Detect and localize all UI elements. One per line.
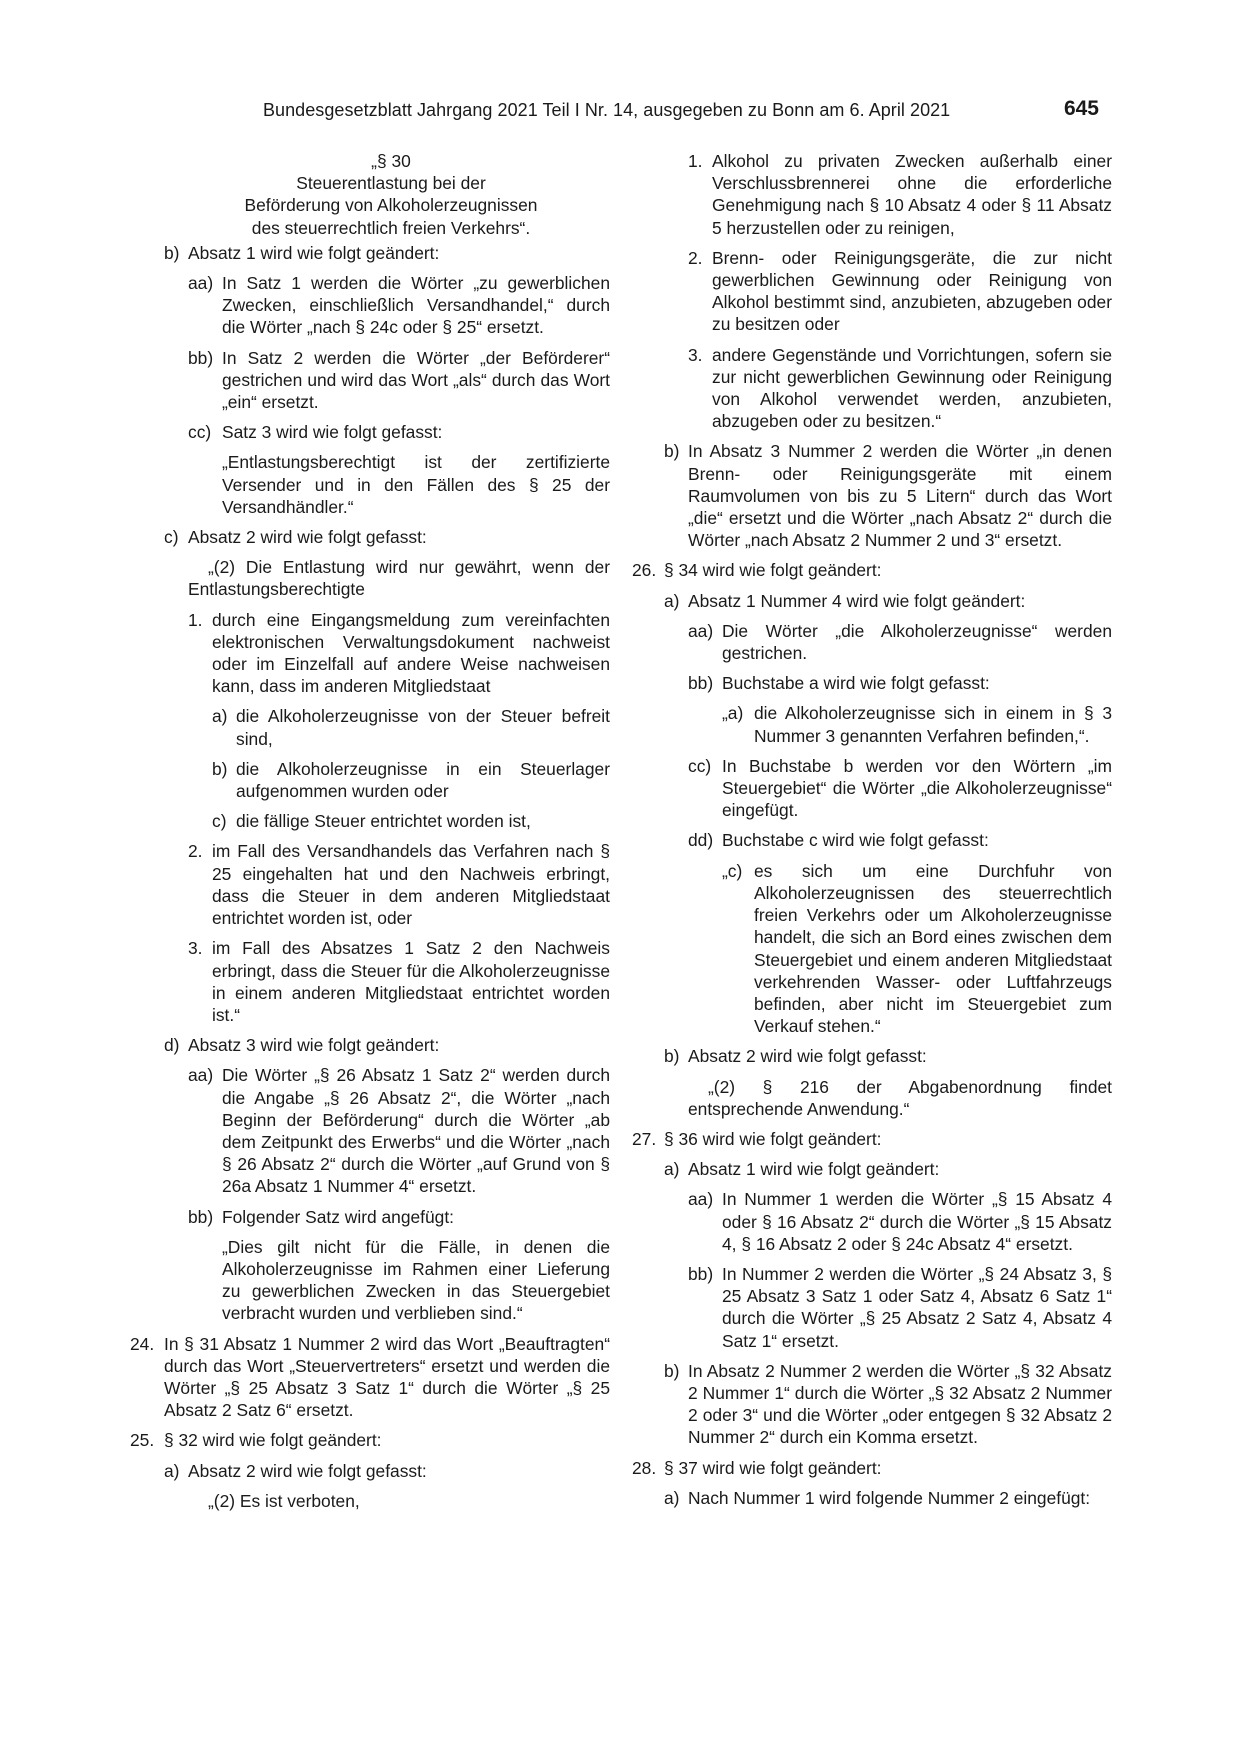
- item-label: b): [164, 242, 180, 263]
- item-label: cc): [688, 755, 712, 776]
- item-text: Absatz 2 wird wie folgt gefasst:: [188, 527, 427, 548]
- item-label: b): [664, 441, 680, 462]
- list-item-26-aa: [688, 620, 1112, 664]
- item-text: im Fall des Versandhandels das Verfahren nach § 25 eingehalten hat und den Nachweis erbringt, dass die Steuer in dem anderen Mitgliedstaat entrichtet worden ist, oder: [212, 841, 610, 929]
- item-label: a): [212, 706, 228, 727]
- item-label: aa): [188, 273, 214, 294]
- list-item-r3: [688, 344, 1112, 433]
- list-item-c: [164, 526, 610, 548]
- item-text: Absatz 3 wird wie folgt geändert:: [188, 1035, 440, 1056]
- running-title: Bundesgesetzblatt Jahrgang 2021 Teil I Nr. 14, ausgegeben zu Bonn am 6. April 2021: [263, 100, 951, 120]
- item-text: im Fall des Absatzes 1 Satz 2 den Nachweis erbringt, dass die Steuer für die Alkoholerzeugnisse in einem anderen Mitgliedstaat entrichtet worden ist.“: [212, 938, 610, 1025]
- item-label: bb): [188, 347, 214, 368]
- section-title-line-1: Steuerentlastung bei der: [296, 173, 486, 194]
- item-label: 3.: [188, 938, 203, 959]
- running-header: [0, 97, 1241, 130]
- item-text: § 37 wird wie folgt geändert:: [664, 1457, 882, 1478]
- left-column: [130, 150, 610, 1520]
- item-label: a): [664, 1487, 680, 1508]
- item-text: Buchstabe a wird wie folgt gefasst:: [722, 673, 990, 694]
- item-text: Nach Nummer 1 wird folgende Nummer 2 eingefügt:: [688, 1487, 1091, 1508]
- item-label: dd): [688, 830, 714, 851]
- item-label: „a): [722, 703, 744, 724]
- list-item-26-b: [664, 1045, 1112, 1067]
- item-text: Absatz 1 wird wie folgt geändert:: [688, 1159, 940, 1180]
- item-label: „c): [722, 860, 743, 881]
- item-label: 28.: [632, 1457, 657, 1478]
- section-title-line-3: des steuerrechtlich freien Verkehrs“.: [251, 217, 531, 238]
- item-label: cc): [188, 422, 212, 443]
- item-label: 2.: [688, 247, 703, 268]
- item-text: Die Wörter „§ 26 Absatz 1 Satz 2“ werden durch die Angabe „§ 26 Absatz 2“, die Wörter „nach Beginn der Beförderung“ durch die Wörter „ab dem Zeitpunkt des Erwerbs“ und die Wörter „nach § 26 Absatz 2“ durch die Wörter „auf Grund von § 26a Absatz 1 Nummer 4“ ersetzt.: [222, 1065, 610, 1197]
- item-text: Absatz 2 wird wie folgt gefasst:: [188, 1460, 427, 1481]
- section-heading: [172, 150, 610, 239]
- list-item-d-bb: [188, 1206, 610, 1228]
- item-label: aa): [688, 620, 714, 641]
- quoted-text: „(2) Es ist verboten,: [208, 1490, 360, 1511]
- list-item-26-a: [664, 590, 1112, 612]
- item-text: § 34 wird wie folgt geändert:: [664, 560, 882, 581]
- list-item-27-a: [664, 1158, 1112, 1180]
- list-item-r1: [688, 150, 1112, 239]
- item-text: die Alkoholerzeugnisse sich in einem in § 3 Nummer 3 genannten Verfahren befinden,“.: [754, 703, 1112, 746]
- item-text: Absatz 1 Nummer 4 wird wie folgt geändert:: [688, 590, 1026, 611]
- item-label: bb): [688, 673, 714, 694]
- list-item-27-b: [664, 1360, 1112, 1449]
- list-item-25-a: [164, 1460, 610, 1482]
- item-label: 27.: [632, 1128, 657, 1149]
- item-label: c): [164, 527, 179, 548]
- list-item-c-1: [188, 609, 610, 698]
- item-label: 1.: [188, 609, 203, 630]
- item-text: die Alkoholerzeugnisse von der Steuer befreit sind,: [236, 706, 610, 749]
- item-label: b): [664, 1360, 680, 1381]
- item-text: In Buchstabe b werden vor den Wörtern „im Steuergebiet“ die Wörter „die Alkoholerzeugnisse“ eingefügt.: [722, 755, 1112, 821]
- item-text: Absatz 1 wird wie folgt geändert:: [188, 242, 440, 263]
- list-item-b: [164, 242, 610, 264]
- item-text: Absatz 2 wird wie folgt gefasst:: [688, 1046, 927, 1067]
- right-column: [632, 150, 1112, 1517]
- item-text: andere Gegenstände und Vorrichtungen, sofern sie zur nicht gewerblichen Gewinnung oder Reinigung von Alkohol verwendet werden, anzubieten, abzugeben oder zu besitzen.“: [712, 344, 1112, 432]
- item-text: Buchstabe c wird wie folgt gefasst:: [722, 830, 989, 851]
- item-text: die Alkoholerzeugnisse in ein Steuerlager aufgenommen wurden oder: [236, 758, 610, 802]
- page-number: 645: [1063, 97, 1099, 120]
- item-text: Satz 3 wird wie folgt gefasst:: [222, 422, 443, 443]
- list-item-28-a: [664, 1487, 1112, 1509]
- list-item-b-cc: [188, 421, 610, 443]
- list-item-26-bb: [688, 672, 1112, 694]
- item-text: In Nummer 2 werden die Wörter „§ 24 Absatz 3, § 25 Absatz 3 Satz 1 oder Satz 4, Absatz 6 Satz 1“ durch die Wörter „§ 25 Absatz 2 Satz 4, Absatz 4 Satz 1“ ersetzt.: [722, 1263, 1112, 1351]
- item-text: In Absatz 2 Nummer 2 werden die Wörter „§ 32 Absatz 2 Nummer 1“ durch die Wörter „§ 32 Absatz 2 Nummer 2 oder 3“ und die Wörter „oder entgegen § 32 Absatz 2 Nummer 2“ durch ein Komma ersetzt.: [688, 1360, 1112, 1448]
- quoted-text: „Entlastungsberechtigt ist der zertifizierte Versender und in den Fällen des § 25 der Versandhändler.“: [222, 452, 610, 517]
- list-item-rb: [664, 440, 1112, 551]
- item-label: 24.: [130, 1333, 155, 1354]
- quoted-text: „(2) § 216 der Abgabenordnung findet entsprechende Anwendung.“: [688, 1076, 1112, 1119]
- item-label: 25.: [130, 1430, 155, 1451]
- list-item-c-3: [188, 937, 610, 1026]
- quoted-item-a: [722, 702, 1112, 746]
- item-label: aa): [688, 1189, 714, 1210]
- list-item-c-1c: [212, 810, 610, 832]
- item-text: In Satz 2 werden die Wörter „der Beförderer“ gestrichen und wird das Wort „als“ durch das Wort „ein“ ersetzt.: [222, 347, 610, 413]
- item-text: § 36 wird wie folgt geändert:: [664, 1128, 882, 1149]
- item-text: Alkohol zu privaten Zwecken außerhalb einer Verschlussbrennerei ohne die erforderliche Genehmigung nach § 10 Absatz 4 oder § 11 Absatz 5 herzustellen oder zu reinigen,: [712, 151, 1112, 238]
- list-item-27: [632, 1128, 1112, 1150]
- item-label: 3.: [688, 344, 703, 365]
- item-text: die fällige Steuer entrichtet worden ist,: [236, 811, 531, 832]
- section-number: „§ 30: [371, 151, 411, 171]
- quoted-item-c: [722, 860, 1112, 1038]
- item-label: 26.: [632, 560, 657, 581]
- item-label: a): [664, 590, 680, 611]
- list-item-27-bb: [688, 1263, 1112, 1352]
- list-item-d-aa: [188, 1064, 610, 1197]
- item-text: Brenn- oder Reinigungsgeräte, die zur nicht gewerblichen Gewinnung oder Reinigung von Alkohol bestimmt sind, anzubieten, abzugeben oder zu besitzen oder: [712, 247, 1112, 335]
- list-item-d: [164, 1034, 610, 1056]
- quoted-text: „(2) Die Entlastung wird nur gewährt, wenn der Entlastungsberechtigte: [188, 557, 610, 600]
- item-label: a): [164, 1460, 180, 1481]
- item-text: Die Wörter „die Alkoholerzeugnisse“ werden gestrichen.: [722, 620, 1112, 664]
- list-item-c-1a: [212, 705, 610, 749]
- list-item-b-aa: [188, 272, 610, 339]
- item-label: 1.: [688, 151, 703, 171]
- list-item-27-aa: [688, 1188, 1112, 1255]
- list-item-26: [632, 559, 1112, 581]
- list-item-c-1b: [212, 758, 610, 802]
- item-label: aa): [188, 1065, 214, 1086]
- list-item-24: [130, 1333, 610, 1422]
- list-item-c-2: [188, 840, 610, 929]
- list-item-r2: [688, 247, 1112, 336]
- quoted-text: „Dies gilt nicht für die Fälle, in denen die Alkoholerzeugnisse im Rahmen einer Lieferung zu gewerblichen Zwecken in das Steuergebiet verbracht wurden und verblieben sind.“: [222, 1236, 610, 1324]
- item-text: In Absatz 3 Nummer 2 werden die Wörter „in denen Brenn- oder Reinigungsgeräte mit einem Raumvolumen von bis zu 5 Litern“ durch das Wort „die“ ersetzt und die Wörter „nach Absatz 2“ durch die Wörter „nach Absatz 2 Nummer 2 und 3“ ersetzt.: [688, 441, 1112, 551]
- item-text: In Satz 1 werden die Wörter „zu gewerblichen Zwecken, einschließlich Versandhandel,“ durch die Wörter „nach § 24c oder § 25“ ersetzt.: [222, 273, 610, 338]
- item-label: b): [212, 758, 228, 779]
- item-label: a): [664, 1159, 680, 1180]
- section-title-line-2: Beförderung von Alkoholerzeugnissen: [244, 195, 538, 216]
- item-text: § 32 wird wie folgt geändert:: [164, 1430, 382, 1451]
- list-item-25: [130, 1429, 610, 1451]
- item-label: 2.: [188, 841, 203, 862]
- item-text: Folgender Satz wird angefügt:: [222, 1206, 455, 1227]
- item-label: bb): [188, 1206, 214, 1227]
- item-text: durch eine Eingangsmeldung zum vereinfachten elektronischen Verwaltungsdokument nachweist oder im Einzelfall auf andere Weise nachweisen kann, dass im anderen Mitgliedstaat: [212, 609, 610, 697]
- item-label: d): [164, 1035, 180, 1056]
- item-text: es sich um eine Durchfuhr von Alkoholerzeugnissen des steuerrechtlich freien Verkehrs oder um Alkoholerzeugnisse handelt, die sich an Bord eines zwischen dem Steuergebiet und einem anderen Mitgliedstaat verkehrenden Wasser- oder Luftfahrzeugs befinden, aber nicht im Steuergebiet zum Verkauf stehen.“: [754, 860, 1112, 1037]
- list-item-26-cc: [688, 755, 1112, 822]
- list-item-26-dd: [688, 829, 1112, 851]
- list-item-b-bb: [188, 347, 610, 414]
- item-label: bb): [688, 1263, 714, 1284]
- list-item-28: [632, 1457, 1112, 1479]
- item-text: In Nummer 1 werden die Wörter „§ 15 Absatz 4 oder § 16 Absatz 2“ durch die Wörter „§ 15 Absatz 4, § 16 Absatz 2 oder § 24c Absatz 4“ ersetzt.: [722, 1189, 1112, 1254]
- item-text: In § 31 Absatz 1 Nummer 2 wird das Wort „Beauftragten“ durch das Wort „Steuervertreters“ ersetzt und werden die Wörter „§ 25 Absatz 3 Satz 1“ durch die Wörter „§ 25 Absatz 2 Satz 6“ ersetzt.: [164, 1333, 610, 1421]
- item-label: b): [664, 1046, 680, 1067]
- item-label: c): [212, 811, 227, 832]
